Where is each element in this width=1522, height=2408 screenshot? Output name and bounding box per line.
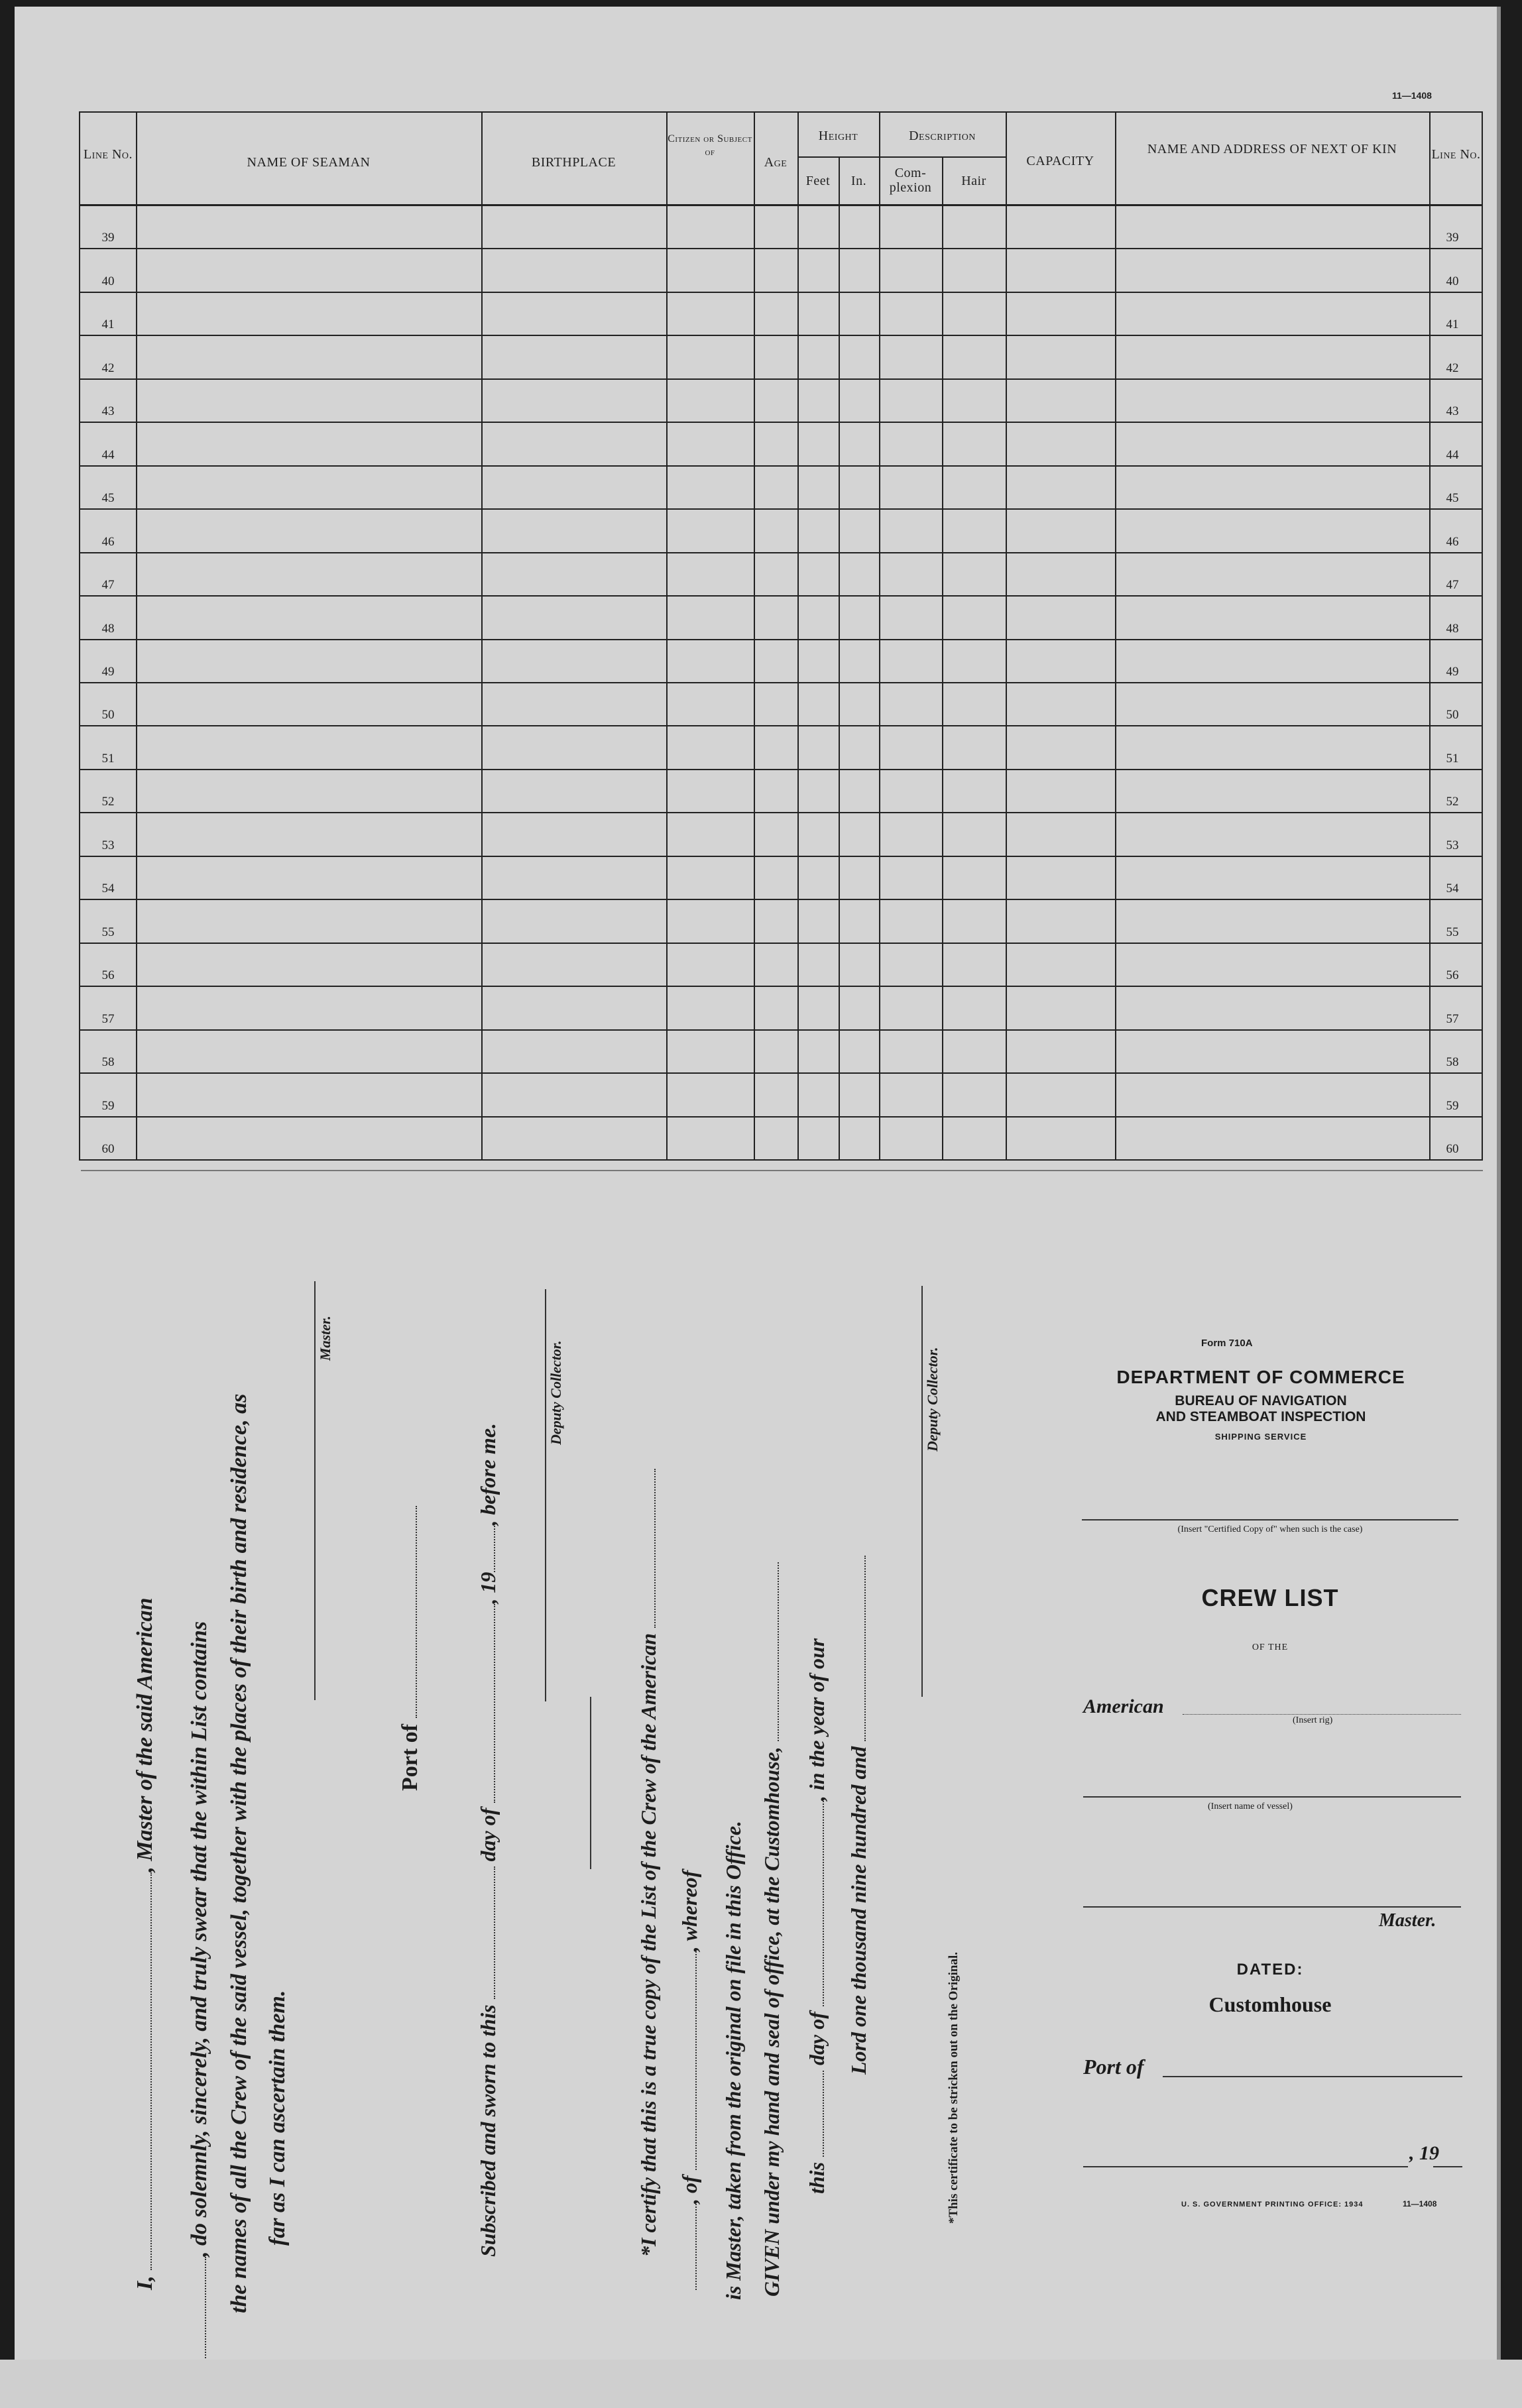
line-number-left: 46	[101, 534, 115, 549]
line-number-left: 45	[101, 491, 115, 506]
certificate-footnote: *This certificate to be stricken out on the Original.	[947, 1951, 961, 2224]
line-number-right: 50	[1446, 708, 1459, 722]
insert-certified-copy-note: (Insert "Certified Copy of" when such is the case)	[1177, 1524, 1363, 1534]
american-label: American	[1083, 1695, 1164, 1717]
deputy-collector-label-1: Deputy Collector.	[548, 1340, 564, 1445]
master-cover-label: Master.	[1379, 1910, 1436, 1931]
header-next-of-kin: NAME AND ADDRESS OF NEXT OF KIN	[1147, 142, 1397, 156]
line-number-right: 47	[1446, 578, 1459, 593]
header-name-of-seaman: NAME OF SEAMAN	[247, 155, 371, 170]
deputy-collector-signature-line-2	[921, 1286, 923, 1697]
line-number-right: 59	[1446, 1098, 1459, 1113]
table-row-line	[80, 248, 1482, 249]
table-row-line	[80, 508, 1482, 510]
line-number-left: 60	[101, 1142, 115, 1156]
header-description: Description	[909, 129, 976, 143]
line-number-left: 57	[101, 1011, 115, 1026]
line-number-left: 42	[101, 361, 115, 375]
table-row-line	[80, 639, 1482, 640]
header-in: In.	[850, 174, 867, 188]
oath-line-1: I, , Master of the said American	[133, 1597, 157, 2290]
certificate-line-2: , of , whereof	[677, 1870, 702, 2290]
header-line-no: Line No.	[83, 147, 133, 162]
line-number-left: 51	[101, 751, 115, 766]
line-number-left: 44	[101, 447, 115, 462]
department-title: DEPARTMENT OF COMMERCE	[1116, 1367, 1405, 1387]
section-divider	[81, 1170, 1483, 1171]
master-label: Master.	[317, 1316, 333, 1361]
table-row-line	[80, 769, 1482, 770]
line-number-right: 54	[1446, 882, 1459, 896]
seal-line	[590, 1697, 591, 1869]
table-row-line	[80, 552, 1482, 553]
deputy-collector-signature-line-1	[545, 1289, 546, 1701]
certificate-line-5: this day of , in the year of our	[805, 1638, 829, 2194]
line-number-right: 51	[1446, 751, 1459, 766]
dated-label: DATED:	[1236, 1961, 1304, 1978]
table-row-line	[80, 899, 1482, 900]
year-19-label: , 19	[1409, 2142, 1439, 2164]
line-number-left: 55	[101, 925, 115, 939]
line-number-right: 53	[1446, 838, 1459, 852]
line-number-left: 48	[101, 621, 115, 636]
header-line-no-right: Line No.	[1431, 147, 1481, 162]
line-number-left: 54	[101, 882, 115, 896]
line-number-left: 39	[101, 231, 115, 245]
line-number-right: 49	[1446, 665, 1459, 679]
port-of-cover-label: Port of	[1083, 2055, 1144, 2079]
shipping-service: SHIPPING SERVICE	[1214, 1432, 1307, 1442]
line-number-left: 47	[101, 578, 115, 593]
certificate-line-1: *I certify that this is a true copy of the List of the Crew of the American	[636, 1469, 661, 2257]
of-the-label: OF THE	[1252, 1642, 1289, 1652]
table-row-line	[80, 1116, 1482, 1118]
certificate-line-4: GIVEN under my hand and seal of office, at the Customhouse,	[760, 1562, 784, 2297]
insert-vessel-note: (Insert name of vessel)	[1208, 1802, 1293, 1811]
line-number-left: 41	[101, 317, 115, 332]
table-row-line	[80, 986, 1482, 987]
table-row-line	[80, 1029, 1482, 1031]
table-row-line	[80, 725, 1482, 726]
line-number-right: 45	[1446, 491, 1459, 506]
line-number-right: 57	[1446, 1011, 1459, 1026]
header-feet: Feet	[805, 174, 831, 188]
table-row-line	[80, 292, 1482, 293]
crew-list-title: CREW LIST	[1201, 1584, 1339, 1611]
line-number-right: 42	[1446, 361, 1459, 375]
bureau-title: BUREAU OF NAVIGATION AND STEAMBOAT INSPECTION	[1155, 1393, 1366, 1424]
line-number-right: 39	[1446, 231, 1459, 245]
deputy-collector-label-2: Deputy Collector.	[924, 1347, 941, 1452]
header-complexion: Com- plexion	[889, 166, 932, 195]
form-710a: Form 710A	[1201, 1338, 1253, 1349]
line-number-left: 40	[101, 274, 115, 288]
table-row-line	[80, 1072, 1482, 1074]
line-number-left: 52	[101, 795, 115, 809]
oath-line-2: , do solemnly, sincerely, and truly swear that the within List contains	[187, 1621, 212, 2363]
header-height: Height	[818, 129, 858, 143]
subscribed-line: Subscribed and sworn to this day of , 19, before me.	[476, 1422, 500, 2257]
table-row-line	[80, 335, 1482, 336]
line-number-right: 48	[1446, 621, 1459, 636]
form-number-bottom: 11—1408	[1403, 2199, 1437, 2208]
line-number-right: 41	[1446, 317, 1459, 332]
port-of-label: Port of	[398, 1506, 423, 1791]
line-number-left: 58	[101, 1055, 115, 1070]
table-row-line	[80, 378, 1482, 380]
line-number-right: 44	[1446, 447, 1459, 462]
customhouse-label: Customhouse	[1208, 1992, 1332, 2016]
certificate-line-6: Lord one thousand nine hundred and	[847, 1556, 871, 2075]
table-row-line	[80, 856, 1482, 857]
header-capacity: CAPACITY	[1026, 154, 1094, 168]
scan-edge	[0, 2360, 1522, 2408]
line-number-right: 58	[1446, 1055, 1459, 1070]
insert-rig-note: (Insert rig)	[1293, 1715, 1333, 1725]
table-row-line	[80, 812, 1482, 813]
line-number-left: 49	[101, 665, 115, 679]
line-number-right: 56	[1446, 968, 1459, 983]
table-row-line	[80, 682, 1482, 683]
line-number-right: 55	[1446, 925, 1459, 939]
crew-table	[79, 111, 1483, 1161]
table-row-line	[80, 465, 1482, 467]
line-number-left: 53	[101, 838, 115, 852]
line-number-left: 50	[101, 708, 115, 722]
table-row-line	[80, 595, 1482, 597]
header-age: Age	[764, 155, 788, 170]
line-number-right: 60	[1446, 1142, 1459, 1156]
header-birthplace: BIRTHPLACE	[531, 155, 616, 170]
oath-line-3: the names of all the Crew of the said vessel, together with the places of their birth and residence, as	[227, 1393, 251, 2313]
line-number-right: 52	[1446, 795, 1459, 809]
master-signature-line	[314, 1281, 316, 1700]
document-sheet	[15, 7, 1501, 2393]
line-number-right: 46	[1446, 534, 1459, 549]
form-number-top: 11—1408	[1392, 90, 1432, 101]
line-number-left: 59	[101, 1098, 115, 1113]
certificate-line-3: is Master, taken from the original on file in this Office.	[721, 1820, 745, 2300]
line-number-right: 43	[1446, 404, 1459, 419]
line-number-left: 43	[101, 404, 115, 419]
line-number-right: 40	[1446, 274, 1459, 288]
line-number-left: 56	[101, 968, 115, 983]
oath-line-4: far as I can ascertain them.	[265, 1990, 290, 2246]
table-row-line	[80, 943, 1482, 944]
printing-office: U. S. GOVERNMENT PRINTING OFFICE: 1934	[1181, 2201, 1364, 2208]
header-citizen: Citizen or Subject of	[668, 133, 752, 158]
table-row-line	[80, 422, 1482, 423]
header-hair: Hair	[961, 174, 986, 188]
